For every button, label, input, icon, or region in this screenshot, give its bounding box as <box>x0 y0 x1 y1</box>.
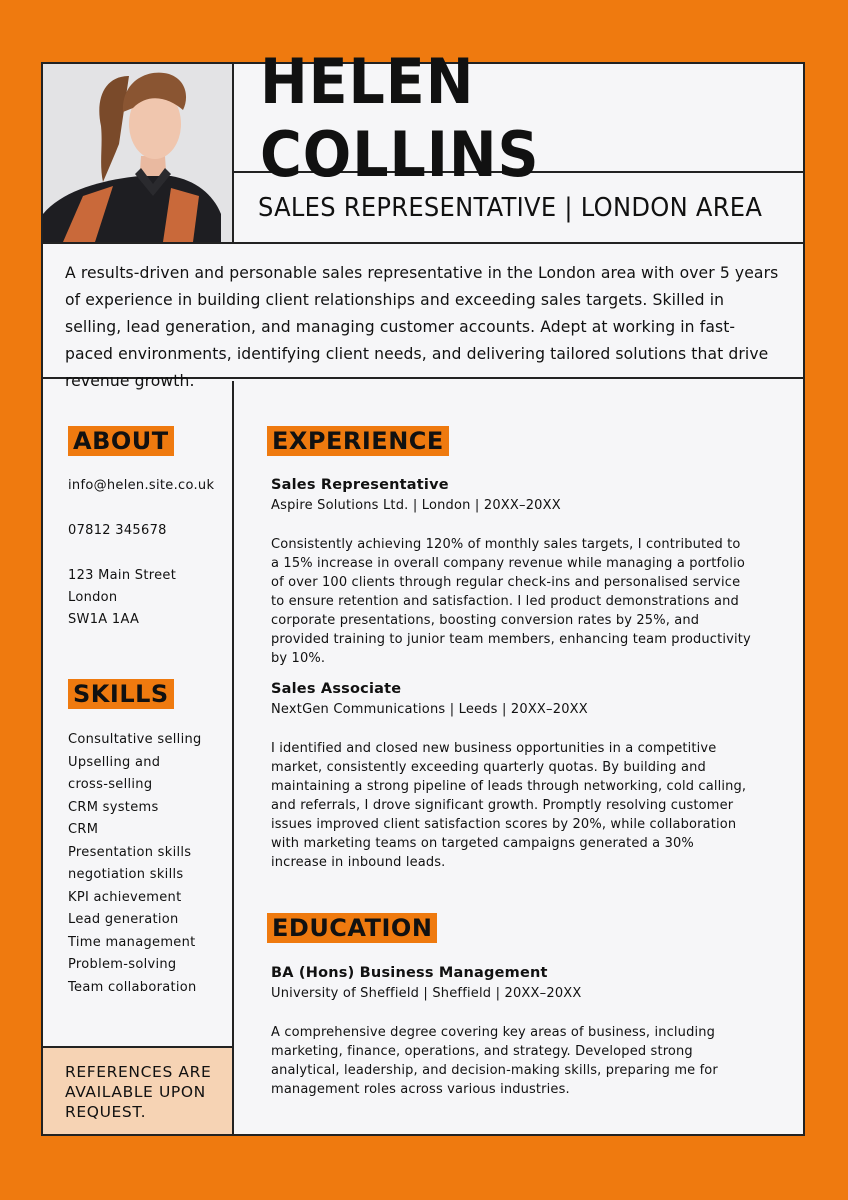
profile-photo <box>43 64 234 244</box>
contact-address <box>68 565 176 631</box>
job-title: Sales Representative <box>271 477 449 493</box>
references-note: REFERENCES ARE AVAILABLE UPON REQUEST. <box>43 1046 232 1134</box>
skill-item: Team collaboration <box>68 979 197 995</box>
job-company: NextGen Communications | Leeds | 20XX–20XX <box>271 702 588 717</box>
skill-item: CRM systems <box>68 799 159 815</box>
education-description: A comprehensive degree covering key areas of business, including marketing, finance, operations, and strategy. Developed strong analytical, leadership, and decision-making skills, preparing me for management roles across various industries. <box>271 1025 718 1097</box>
about-heading: ABOUT <box>68 426 174 456</box>
job-title-box <box>234 173 803 244</box>
name-box <box>234 44 803 191</box>
education-heading: EDUCATION <box>267 913 437 943</box>
skill-item: CRM <box>68 822 99 837</box>
skill-item: Lead generation <box>68 912 179 927</box>
contact-phone: 07812 345678 <box>68 523 167 538</box>
left-column <box>43 381 234 1134</box>
job-description: I identified and closed new business opportunities in a competitive market, consistently exceeding quarterly quotas. By building and maintaining a strong pipeline of leads through networking, cold calling, and referrals, I drove significant growth. Promptly resolving customer issues improved client satisfaction scores by 20%, while collaboration with marketing teams on targeted campaigns generated a 30% increase in inbound leads. <box>271 741 747 870</box>
candidate-name: HELEN COLLINS <box>260 44 540 191</box>
address-line: SW1A 1AA <box>68 612 140 627</box>
skill-item: Presentation skills <box>68 844 192 860</box>
experience-heading: EXPERIENCE <box>267 426 449 456</box>
job-description: Consistently achieving 120% of monthly sales targets, I contributed to a 15% increase in overall company revenue while managing a portfolio of over 100 clients through regular check-ins and personalised service to ensure retention and satisfaction. I led product demonstrations and corporate presentations, boosting conversion rates by 25%, and provided training to junior team members, enhancing team productivity by 10%. <box>271 537 751 666</box>
school-name: University of Sheffield | Sheffield | 20XX–20XX <box>271 986 582 1001</box>
resume-sheet <box>41 44 805 1136</box>
skill-item: KPI achievement <box>68 889 182 905</box>
right-column <box>234 381 803 1134</box>
skill-item: negotiation skills <box>68 867 184 882</box>
candidate-title: SALES REPRESENTATIVE | LONDON AREA <box>258 192 763 223</box>
skill-item: Problem-solving <box>68 957 177 972</box>
skill-item: cross-selling <box>68 777 153 792</box>
skill-item: Consultative selling <box>68 732 202 747</box>
skills-list <box>68 729 202 999</box>
address-line: 123 Main Street <box>68 568 177 583</box>
skills-heading: SKILLS <box>68 679 174 709</box>
job-title: Sales Associate <box>271 681 402 697</box>
contact-email: info@helen.site.co.uk <box>68 478 215 493</box>
skill-item: Upselling and <box>68 754 161 770</box>
job-company: Aspire Solutions Ltd. | London | 20XX–20XX <box>271 498 561 513</box>
degree-title: BA (Hons) Business Management <box>271 965 548 981</box>
profile-summary: A results-driven and personable sales representative in the London area with over 5 years of experience in building client relationships and exceeding sales targets. Skilled in selling, lead generation, and managing customer accounts. Adept at working in fast-paced environments, identifying client needs, and delivering tailored solutions that drive revenue growth. <box>43 244 803 379</box>
skill-item: Time management <box>68 934 196 950</box>
address-line: London <box>68 590 118 605</box>
